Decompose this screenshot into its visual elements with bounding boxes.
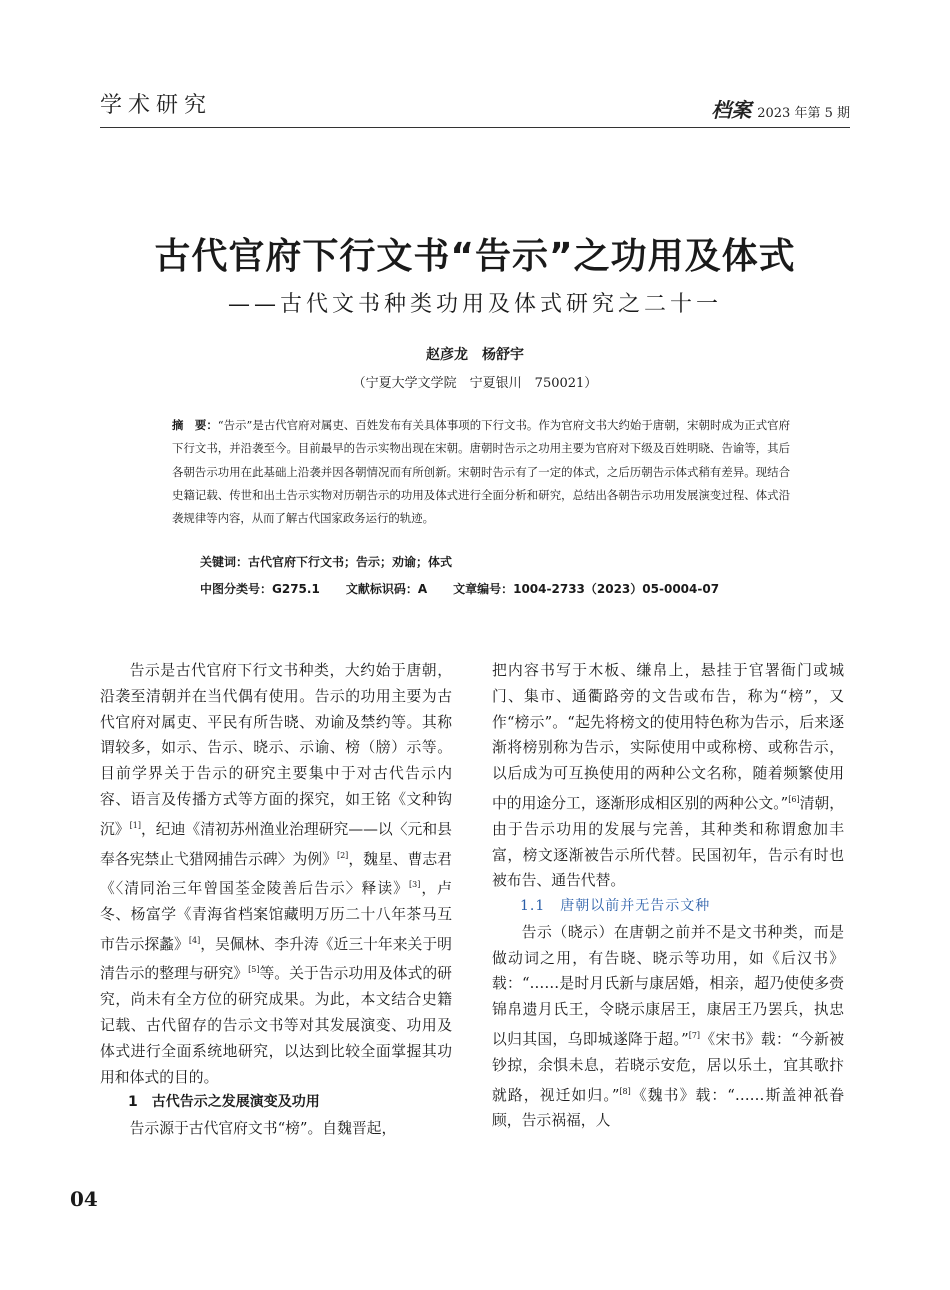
header-section: 学术研究 — [100, 93, 213, 118]
article-number: 文章编号：1004-2733（2023）05-0004-07 — [453, 582, 720, 596]
article-subtitle: ——古代文书种类功用及体式研究之二十一 — [227, 292, 722, 317]
citation-6[interactable]: [6] — [788, 794, 800, 804]
left-paragraph-2: 告示源于古代官府文书“榜”。自魏晋起， — [129, 1120, 397, 1138]
right-paragraph-2: 告示（晓示）在唐朝之前并不是文书种类，而是做动词之用，有告晓、晓示等功用，如《后汉书》载：“……是时月氏新与康居婚，相亲，超乃使使多赍锦帛遗月氏王，令晓示康居王，康居王乃罢兵，执忠以归其国，乌即城遂降于超。”[7]《宋书》载：“今新被钞掠，余惧未息，若晓示安危，居以乐土，宜其歌抃就路，视迁如归。”[8]《魏书》载：“……斯盖神祇眷顾，告示祸福，人 — [492, 923, 844, 1130]
document-code: 文献标识码：A — [345, 582, 428, 596]
section-1-heading: 1 古代告示之发展演变及功用 — [128, 1094, 320, 1111]
authors: 赵彦龙 杨舒宇 — [426, 347, 524, 363]
citation-3[interactable]: [3] — [409, 880, 421, 890]
citation-4[interactable]: [4] — [188, 935, 201, 945]
right-column — [492, 658, 844, 1134]
affiliation: （宁夏大学文学院 宁夏银川 750021） — [352, 376, 598, 391]
citation-5[interactable]: [5] — [248, 965, 260, 975]
keywords: 关键词：古代官府下行文书；告示；劝谕；体式 — [200, 555, 453, 569]
citation-1[interactable]: [1] — [129, 820, 141, 830]
issue-label: 2023 年第 5 期 — [757, 106, 850, 121]
journal-logo: 档案 — [711, 98, 752, 122]
citation-2[interactable]: [2] — [336, 850, 349, 860]
section-1-1-heading: 1.1 唐朝以前并无告示文种 — [520, 898, 711, 915]
right-paragraph-1: 把内容书写于木板、缣帛上，悬挂于官署衙门或城门、集市、通衢路旁的文告或布告，称为“榜”，又作“榜示”。“起先将榜文的使用特色称为告示，后来逐渐将榜别称为告示，实际使用中或称榜、或称告示，以后成为可互换使用的两种公文名称，随着频繁使用中的用途分工，逐渐形成相区别的两种公文。”[6]清朝，由于告示功用的发展与完善，其种类和称谓愈加丰富，榜文逐渐被告示所代替。民国初年，告示有时也被布告、通告代替。 — [492, 662, 844, 890]
abstract-label: 摘 要： — [172, 418, 218, 432]
article-title: 古代官府下行文书“告示”之功用及体式 — [154, 236, 796, 277]
header-rule — [100, 127, 850, 128]
classification-line — [200, 580, 840, 597]
abstract — [172, 414, 790, 530]
left-paragraph-1: 告示是古代官府下行文书种类，大约始于唐朝，沿袭至清朝并在当代偶有使用。告示的功用主要为古代官府对属吏、平民有所告晓、劝谕及禁约等。其称谓较多，如示、告示、晓示、示谕、榜（牓）示等。目前学界关于告示的研究主要集中于对古代告示内容、语言及传播方式等方面的探究，如王铭《文种钩沉》[1]，纪迪《清初苏州渔业治理研究——以〈元和县奉各宪禁止弋猎网捕告示碑〉为例》[2]，魏星、曹志君《〈清同治三年曾国荃金陵善后告示〉释读》[3]，卢冬、杨富学《青海省档案馆藏明万历二十八年茶马互市告示探蠡》[4]，吴佩林、李升涛《近三十年来关于明清告示的整理与研究》[5]等。关于告示功用及体式的研究，尚未有全方位的研究成果。为此，本文结合史籍记载、古代留存的告示文书等对其发展演变、功用及体式进行全面系统地研究，以达到比较全面掌握其功用和体式的目的。 — [100, 662, 452, 1086]
class-number: 中图分类号：G275.1 — [200, 582, 320, 596]
abstract-text: “告示”是古代官府对属吏、百姓发布有关具体事项的下行文书。作为官府文书大约始于唐朝，宋朝时成为正式官府下行文书，并沿袭至今。目前最早的告示实物出现在宋朝。唐朝时告示之功用主要为官府对下级及百姓明晓、告谕等，其后各朝告示功用在此基础上沿袭并因各朝情况而有所创新。宋朝时告示有了一定的体式，之后历朝告示体式稍有差异。现结合史籍记载、传世和出土告示实物对历朝告示的功用及体式进行全面分析和研究，总结出各朝告示功用发展演变过程、体式沿袭规律等内容，从而了解古代国家政务运行的轨迹。 — [172, 418, 790, 526]
citation-7[interactable]: [7] — [688, 1031, 701, 1041]
journal-header — [711, 94, 850, 123]
left-column — [100, 658, 452, 1142]
page-number: 04 — [70, 1187, 98, 1211]
citation-8[interactable]: [8] — [619, 1086, 631, 1096]
